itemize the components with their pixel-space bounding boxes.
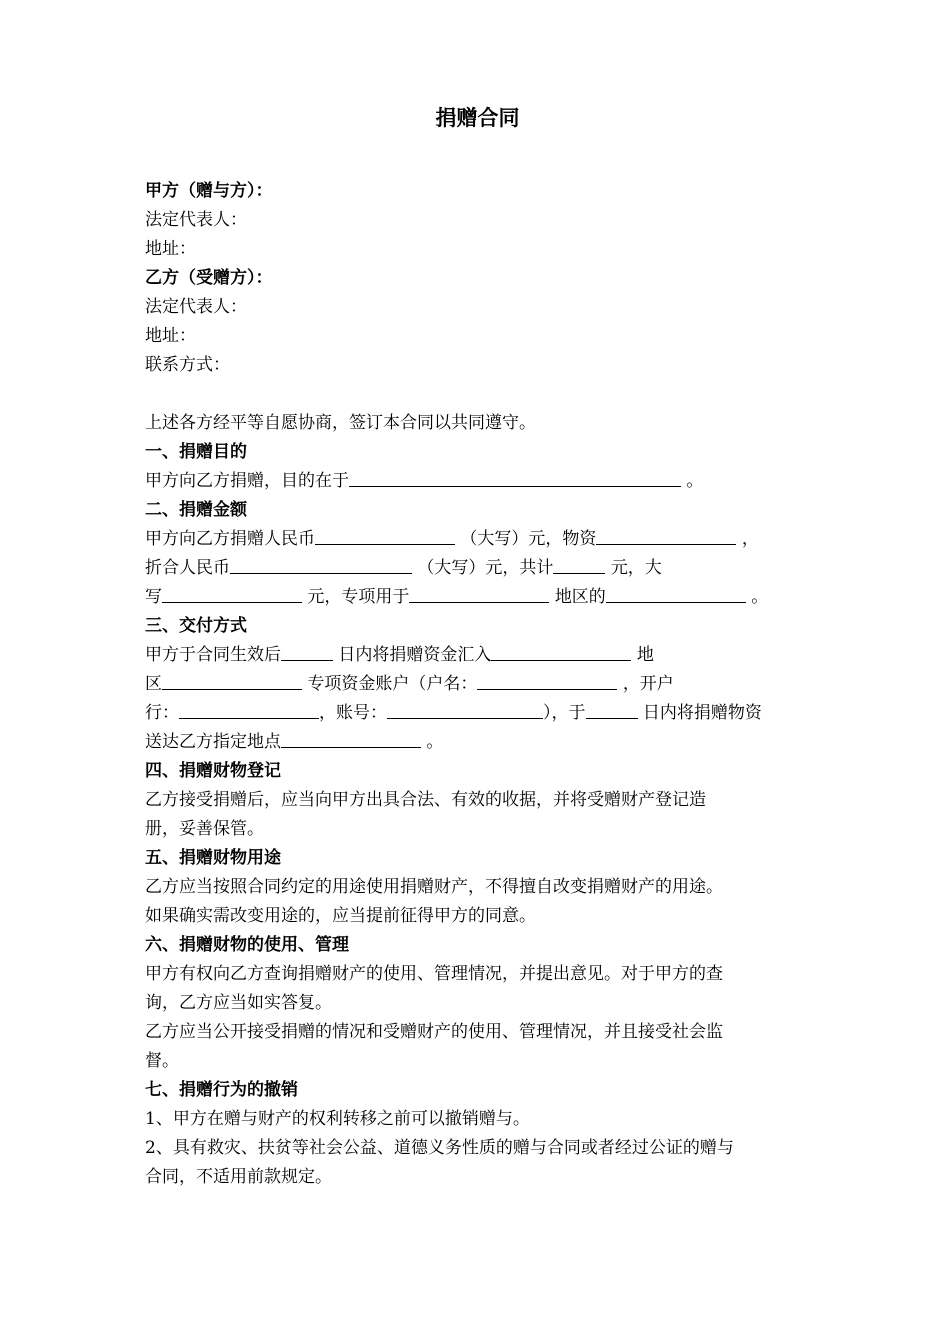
section-3-line-1 — [145, 641, 810, 670]
section-3-line-2 — [145, 670, 810, 699]
text-run: 专项资金账户（户名： — [307, 674, 478, 694]
text-run: 日内将捐赠物资 — [642, 703, 762, 723]
section-1-text — [145, 467, 810, 496]
party-b-contact: 联系方式： — [145, 355, 230, 375]
amount-rmb-blank — [315, 527, 455, 545]
text-run: （大写）元，物资 — [460, 529, 597, 549]
text-run: ，账号： — [319, 703, 387, 723]
equivalent-rmb-blank — [230, 556, 412, 574]
delivery-days-blank — [586, 701, 638, 719]
section-4-heading: 四、捐赠财物登记 — [145, 761, 281, 781]
text-run: 日内将捐赠资金汇入 — [338, 645, 492, 665]
text-run: 区 — [145, 674, 162, 694]
party-b-representative: 法定代表人： — [145, 297, 247, 317]
party-b-address: 地址： — [145, 326, 196, 346]
delivery-location-blank — [281, 730, 421, 748]
capital-amount-blank — [162, 585, 302, 603]
section-7-line-3: 合同，不适用前款规定。 — [145, 1167, 332, 1187]
section-2-line-3 — [145, 583, 810, 612]
bank-blank — [179, 701, 319, 719]
text-run: 写 — [145, 587, 162, 607]
party-a-address: 地址： — [145, 239, 196, 259]
section-6-line-2: 询，乙方应当如实答复。 — [145, 993, 332, 1013]
days-blank — [281, 643, 333, 661]
section-3-line-4 — [145, 728, 810, 757]
party-a-representative: 法定代表人： — [145, 210, 247, 230]
section-6-heading: 六、捐赠财物的使用、管理 — [145, 935, 349, 955]
section-4-line-2: 册，妥善保管。 — [145, 819, 264, 839]
section-6-line-1: 甲方有权向乙方查询捐赠财产的使用、管理情况，并提出意见。对于甲方的查 — [145, 964, 723, 984]
text-run: 甲方向乙方捐赠人民币 — [145, 529, 315, 549]
text-run: 折合人民币 — [145, 558, 230, 578]
section-7-line-1: 1、甲方在赠与财产的权利转移之前可以撤销赠与。 — [145, 1109, 530, 1129]
text-run: ），于 — [543, 703, 586, 723]
text-run: 元，专项用于 — [307, 587, 410, 607]
account-number-blank — [387, 701, 543, 719]
text-run: 地 — [636, 645, 654, 665]
recipient-blank — [491, 643, 631, 661]
purpose-blank — [606, 585, 746, 603]
text-run: 甲方向乙方捐赠，目的在于 — [145, 471, 349, 491]
section-5-line-2: 如果确实需改变用途的，应当提前征得甲方的同意。 — [145, 906, 536, 926]
text-run: 送达乙方指定地点 — [145, 732, 281, 752]
total-blank — [553, 556, 605, 574]
section-5-line-1: 乙方应当按照合同约定的用途使用捐赠财产，不得擅自改变捐赠财产的用途。 — [145, 877, 723, 897]
document-title: 捐赠合同 — [435, 106, 520, 130]
contract-page — [145, 100, 810, 1192]
section-3-heading: 三、交付方式 — [145, 616, 247, 636]
account-name-blank — [477, 672, 617, 690]
goods-blank — [596, 527, 736, 545]
text-run: 行： — [145, 703, 179, 723]
text-run: （大写）元，共计 — [417, 558, 554, 578]
text-run: 元，大 — [610, 558, 662, 578]
preamble: 上述各方经平等自愿协商，签订本合同以共同遵守。 — [145, 413, 536, 433]
section-1-heading: 一、捐赠目的 — [145, 442, 247, 462]
party-b-heading: 乙方（受赠方）： — [145, 268, 273, 288]
section-6-line-4: 督。 — [145, 1051, 179, 1071]
section-2-heading: 二、捐赠金额 — [145, 500, 247, 520]
text-run: 甲方于合同生效后 — [145, 645, 281, 665]
text-run: 。 — [751, 587, 769, 607]
section-5-heading: 五、捐赠财物用途 — [145, 848, 281, 868]
text-run: ， — [741, 529, 759, 549]
section-2-line-1 — [145, 525, 810, 554]
region-blank — [409, 585, 549, 603]
section-6-line-3: 乙方应当公开接受捐赠的情况和受赠财产的使用、管理情况，并且接受社会监 — [145, 1022, 723, 1042]
section-7-heading: 七、捐赠行为的撤销 — [145, 1080, 298, 1100]
spacer — [145, 380, 810, 409]
purpose-blank — [349, 469, 681, 487]
section-4-line-1: 乙方接受捐赠后，应当向甲方出具合法、有效的收据，并将受赠财产登记造 — [145, 790, 706, 810]
section-2-line-2 — [145, 554, 810, 583]
section-7-line-2: 2、具有救灾、扶贫等社会公益、道德义务性质的赠与合同或者经过公证的赠与 — [145, 1138, 734, 1158]
text-run: 地区的 — [554, 587, 606, 607]
text-run: ，开户 — [622, 674, 674, 694]
district-blank — [162, 672, 302, 690]
text-run: 。 — [426, 732, 444, 752]
party-a-heading: 甲方（赠与方）： — [145, 181, 273, 201]
text-run: 。 — [681, 471, 704, 491]
section-3-line-3 — [145, 699, 810, 728]
